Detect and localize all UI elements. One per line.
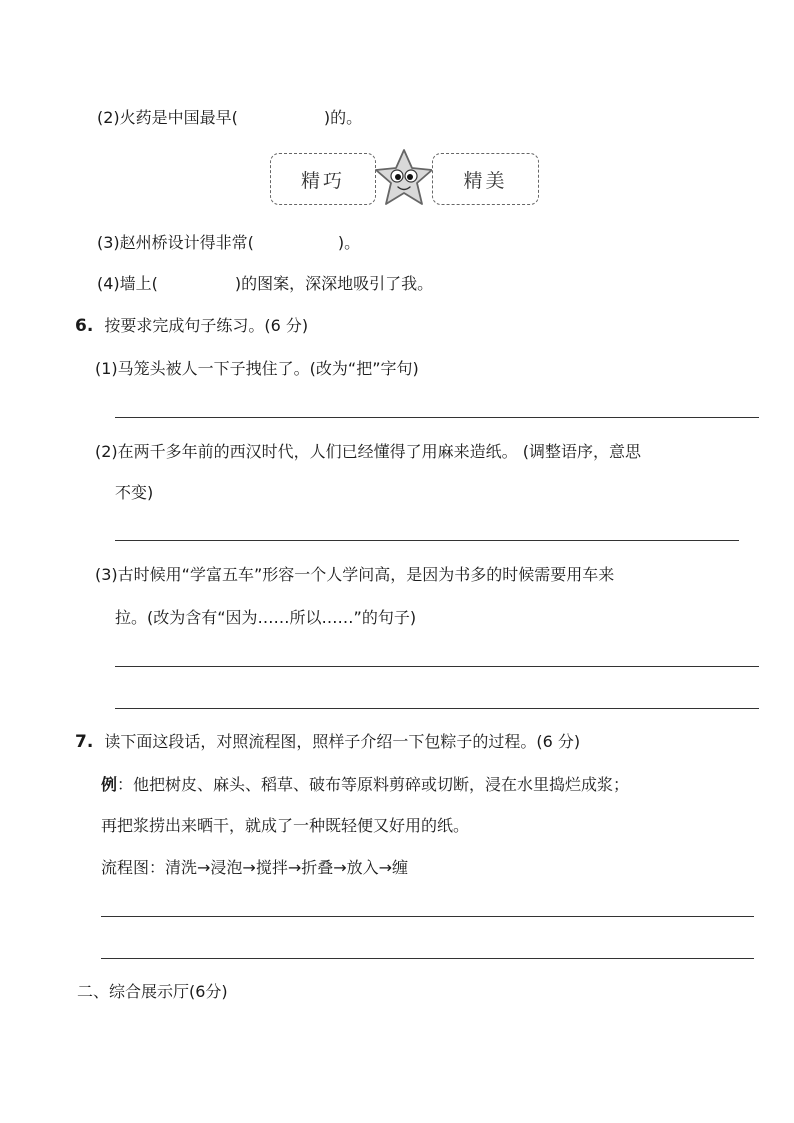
section-2-title: 二、综合展示厅(6分) [77, 982, 228, 1001]
q5-item-4 [97, 273, 433, 295]
word-box-1 [270, 153, 376, 205]
q6-heading [75, 315, 308, 337]
q5-item-2-post: )的。 [323, 108, 363, 127]
q5-item-3 [97, 232, 360, 254]
q7-example-line-1 [101, 774, 629, 796]
answer-line[interactable] [101, 916, 754, 917]
answer-line[interactable] [115, 417, 759, 418]
q5-item-2-pre: (2)火药是中国最早( [97, 108, 238, 127]
q6-item-1: (1)马笼头被人一下子拽住了。(改为“把”字句) [95, 359, 419, 378]
q7-number: 7. [75, 732, 94, 752]
answer-line[interactable] [115, 708, 759, 709]
q6-item-2-line-1: (2)在两千多年前的西汉时代，人们已经懂得了用麻来造纸。 (调整语序，意思 [95, 442, 641, 461]
q5-item-4-post: )的图案，深深地吸引了我。 [234, 274, 434, 293]
q7-flowchart: 流程图：清洗→浸泡→搅拌→折叠→放入→缠 [101, 858, 409, 877]
q5-item-2 [97, 107, 362, 129]
word-box-2-text: 精美 [463, 169, 508, 192]
q7-heading [75, 731, 580, 753]
q7-title: 读下面这段话，对照流程图，照样子介绍一下包粽子的过程。(6 分) [104, 732, 581, 751]
q5-item-3-post: )。 [337, 233, 361, 252]
q6-item-2-line-2: 不变) [115, 483, 154, 502]
answer-line[interactable] [115, 666, 759, 667]
q5-item-3-pre: (3)赵州桥设计得非常( [97, 233, 254, 252]
word-box-2 [432, 153, 539, 205]
star-mascot-icon [370, 146, 438, 210]
q6-number: 6. [75, 316, 94, 336]
q6-item-3-line-1: (3)古时候用“学富五车”形容一个人学问高，是因为书多的时候需要用车来 [95, 565, 615, 584]
word-box-1-text: 精巧 [300, 169, 345, 192]
q7-example-label: 例 [101, 775, 118, 794]
answer-line[interactable] [101, 958, 754, 959]
answer-line[interactable] [115, 540, 739, 541]
q6-item-3-line-2: 拉。(改为含有“因为……所以……”的句子) [115, 608, 417, 627]
q5-item-4-pre: (4)墙上( [97, 274, 158, 293]
q6-title: 按要求完成句子练习。(6 分) [104, 316, 309, 335]
q7-example-text: ：他把树皮、麻头、稻草、破布等原料剪碎或切断，浸在水里捣烂成浆； [117, 775, 630, 794]
q7-example-line-2: 再把浆捞出来晒干，就成了一种既轻便又好用的纸。 [101, 816, 470, 835]
